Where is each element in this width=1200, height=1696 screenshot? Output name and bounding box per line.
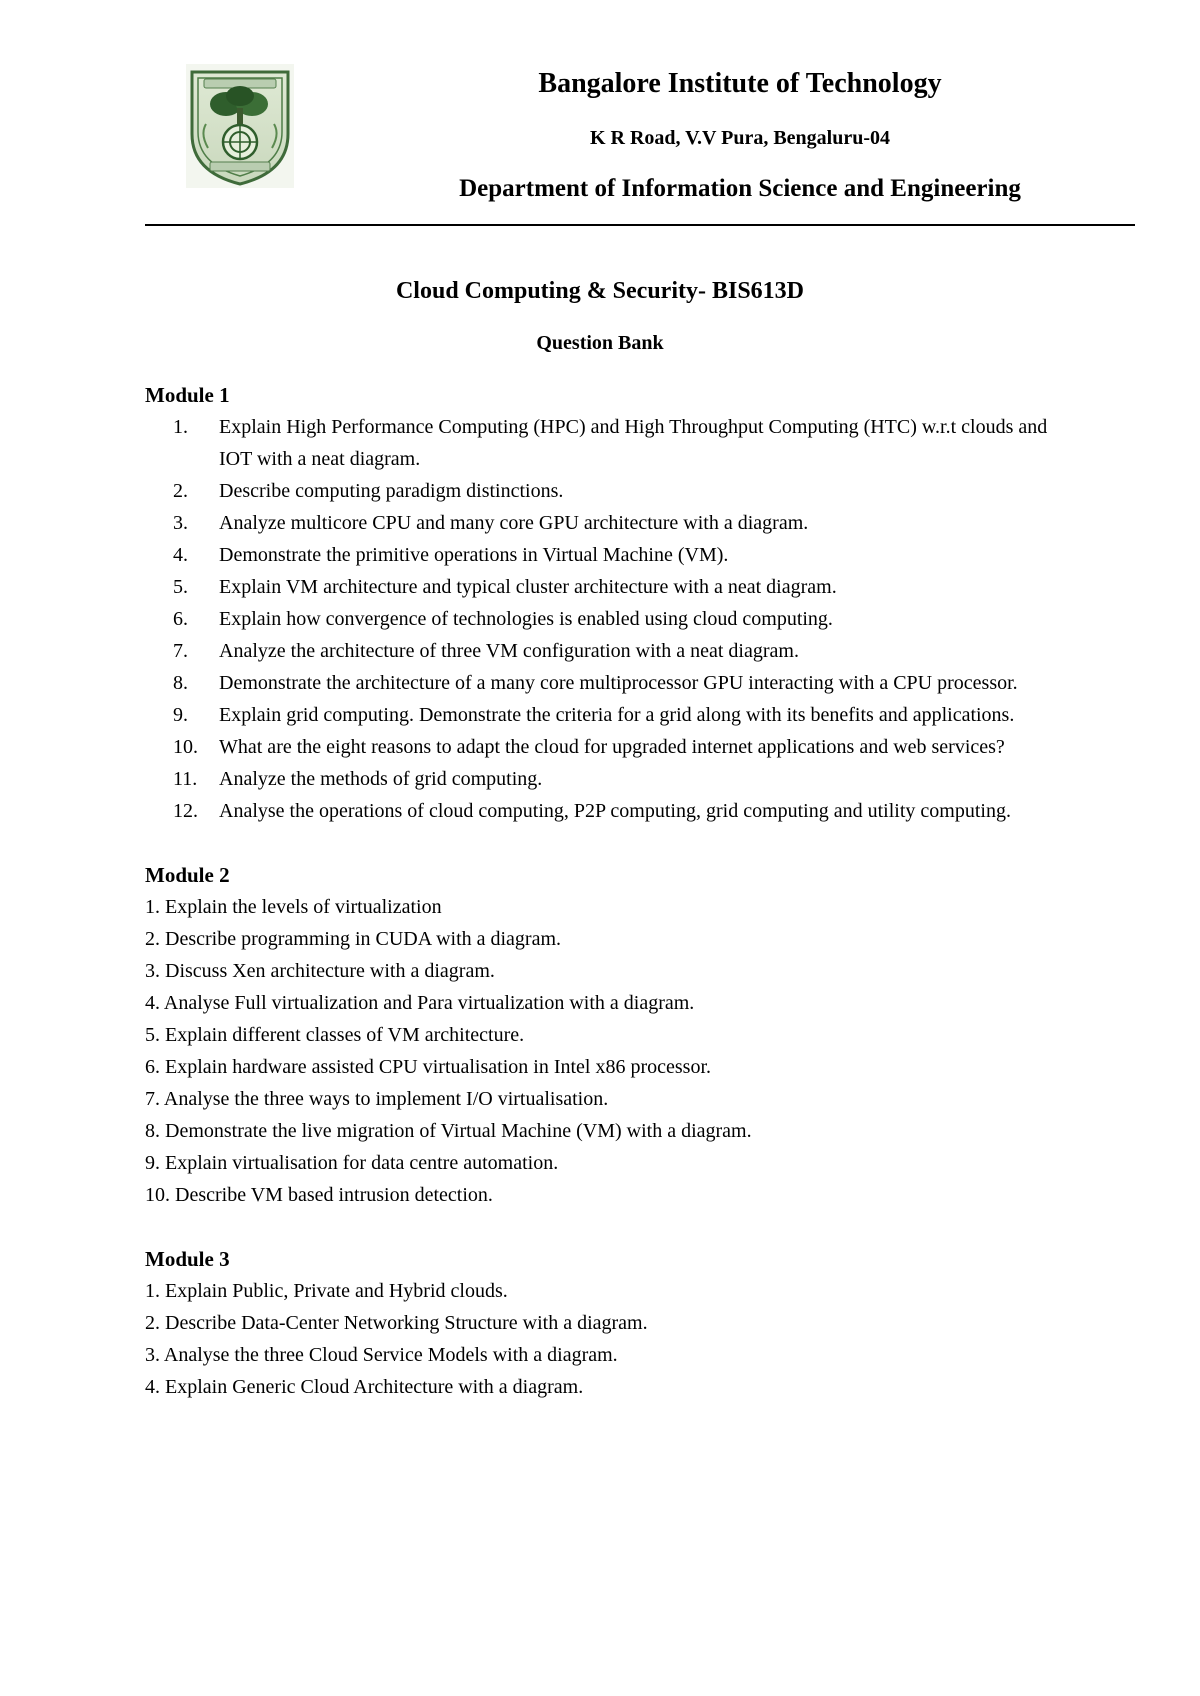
- question-text: Analyze multicore CPU and many core GPU architecture with a diagram.: [219, 512, 809, 534]
- module-heading: Module 3: [145, 1247, 230, 1271]
- question-number: 7.: [173, 640, 188, 662]
- module-1-section: [145, 379, 1075, 827]
- list-item: 10. Describe VM based intrusion detection.: [145, 1184, 493, 1206]
- list-item: [145, 603, 1075, 635]
- question-number: 5.: [173, 576, 188, 598]
- module-2-section: [145, 859, 1075, 1211]
- question-number: 12.: [173, 800, 198, 822]
- list-item: 3. Analyse the three Cloud Service Models with a diagram.: [145, 1344, 618, 1366]
- list-item: 6. Explain hardware assisted CPU virtualisation in Intel x86 processor.: [145, 1056, 712, 1078]
- question-text: Describe computing paradigm distinctions.: [219, 480, 564, 502]
- list-item: 1. Explain Public, Private and Hybrid clouds.: [145, 1280, 508, 1302]
- list-item: 3. Discuss Xen architecture with a diagram.: [145, 960, 495, 982]
- module-1-question-list: [145, 411, 1075, 827]
- question-number: 8.: [173, 672, 188, 694]
- list-item: 1. Explain the levels of virtualization: [145, 896, 442, 918]
- department-name: Department of Information Science and Engineering: [459, 175, 1021, 202]
- list-item: [145, 699, 1075, 731]
- list-item: [145, 571, 1075, 603]
- question-text: Explain how convergence of technologies is enabled using cloud computing.: [219, 608, 833, 630]
- question-text: Analyse the operations of cloud computing, P2P computing, grid computing and utility computing.: [219, 800, 1011, 822]
- question-number: 4.: [173, 544, 188, 566]
- institute-address: K R Road, V.V Pura, Bengaluru-04: [589, 127, 891, 149]
- question-text: Analyze the architecture of three VM configuration with a neat diagram.: [219, 640, 799, 662]
- question-text: Analyze the methods of grid computing.: [219, 768, 543, 790]
- header-divider: [145, 224, 1135, 226]
- question-number: 6.: [173, 608, 188, 630]
- list-item: [145, 667, 1075, 699]
- module-2-question-list: [145, 891, 1075, 1211]
- list-item: 2. Describe programming in CUDA with a diagram.: [145, 928, 562, 950]
- list-item: [145, 795, 1075, 827]
- list-item: [145, 731, 1075, 763]
- question-number: 3.: [173, 512, 188, 534]
- module-3-section: [145, 1243, 1075, 1403]
- question-bank-title: Question Bank: [536, 332, 664, 354]
- section-spacer: [145, 827, 1075, 859]
- institute-name: Bangalore Institute of Technology: [538, 68, 942, 99]
- list-item: 9. Explain virtualisation for data centre automation.: [145, 1152, 559, 1174]
- list-item: [145, 763, 1075, 795]
- question-text: Explain VM architecture and typical cluster architecture with a neat diagram.: [219, 576, 837, 598]
- list-item: 7. Analyse the three ways to implement I/O virtualisation.: [145, 1088, 609, 1110]
- module-heading: Module 2: [145, 863, 230, 887]
- list-item: 2. Describe Data-Center Networking Structure with a diagram.: [145, 1312, 648, 1334]
- question-number: 10.: [173, 736, 198, 758]
- list-item: 8. Demonstrate the live migration of Virtual Machine (VM) with a diagram.: [145, 1120, 752, 1142]
- course-title: Cloud Computing & Security- BIS613D: [395, 278, 805, 304]
- question-number: 2.: [173, 480, 188, 502]
- question-number: 11.: [173, 768, 198, 790]
- list-item: [145, 411, 1075, 475]
- list-item: [145, 635, 1075, 667]
- section-spacer: [145, 1211, 1075, 1243]
- question-text: Demonstrate the architecture of a many core multiprocessor GPU interacting with a CPU processor.: [219, 672, 1018, 694]
- list-item: 4. Analyse Full virtualization and Para virtualization with a diagram.: [145, 992, 695, 1014]
- list-item: 4. Explain Generic Cloud Architecture with a diagram.: [145, 1376, 584, 1398]
- question-text: What are the eight reasons to adapt the cloud for upgraded internet applications and web services?: [219, 736, 1005, 758]
- question-text: Demonstrate the primitive operations in Virtual Machine (VM).: [219, 544, 729, 566]
- question-number: 1.: [173, 416, 188, 438]
- question-text: Explain grid computing. Demonstrate the criteria for a grid along with its benefits and applications.: [219, 704, 1015, 726]
- module-heading: Module 1: [145, 383, 230, 407]
- question-number: 9.: [173, 704, 188, 726]
- question-text: Explain High Performance Computing (HPC) and High Throughput Computing (HTC) w.r.t clouds and IOT with a neat diagram.: [219, 416, 1048, 470]
- institute-emblem-logo: [186, 64, 294, 188]
- module-3-question-list: [145, 1275, 1075, 1403]
- list-item: [145, 507, 1075, 539]
- question-bank-content: [145, 379, 1075, 1403]
- list-item: 5. Explain different classes of VM architecture.: [145, 1024, 525, 1046]
- list-item: [145, 539, 1075, 571]
- list-item: [145, 475, 1075, 507]
